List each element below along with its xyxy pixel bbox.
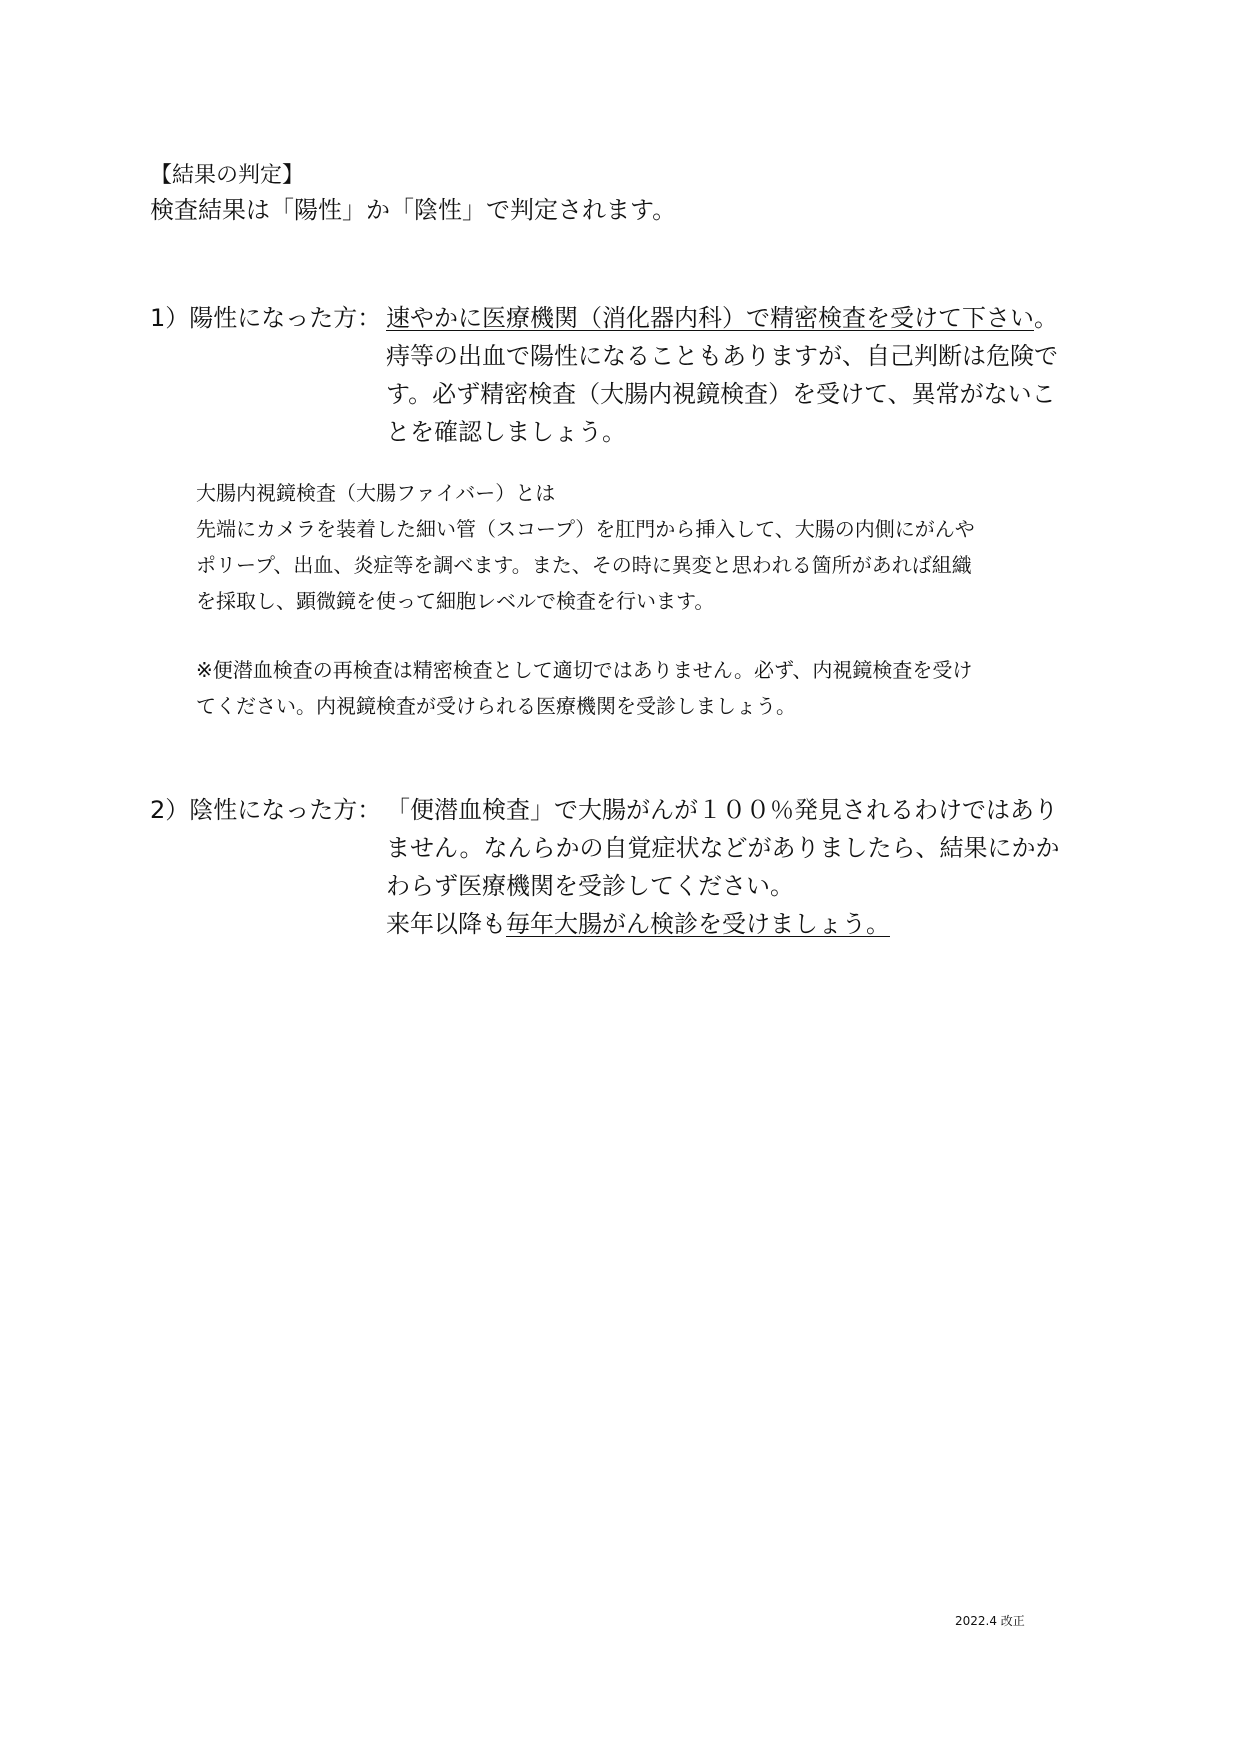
positive-lead-end: 。: [1034, 304, 1058, 332]
retest-note: [196, 652, 972, 724]
colonoscopy-line: を採取し、顕微鏡を使って細胞レベルで検査を行います。: [196, 589, 715, 613]
positive-lead-underlined: 速やかに医療機関（消化器内科）で精密検査を受けて下さい: [386, 304, 1034, 332]
negative-last-prefix: 来年以降も: [386, 910, 506, 938]
note-line: てください。内視鏡検査が受けられる医療機関を受診しましょう。: [196, 694, 796, 718]
negative-last-underlined: 毎年大腸がん検診を受けましょう。: [506, 910, 890, 938]
colonoscopy-explanation: [196, 475, 975, 619]
positive-line: す。必ず精密検査（大腸内視鏡検査）を受けて、異常がないこ: [386, 380, 1056, 408]
negative-body: [386, 791, 1240, 943]
positive-label: 1）陽性になった方：: [150, 304, 382, 332]
negative-label: 2）陰性になった方：: [150, 796, 382, 824]
revision-date: 2022.4 改正: [955, 1614, 1025, 1628]
colonoscopy-line: ポリープ、出血、炎症等を調べます。また、その時に異変と思われる箇所があれば組織: [196, 553, 972, 577]
intro-text: 検査結果は「陽性」か「陰性」で判定されます。: [150, 196, 677, 224]
positive-line: 痔等の出血で陽性になることもありますが、自己判断は危険で: [386, 342, 1058, 370]
negative-line: 「便潜血検査」で大腸がんが１００％発見されるわけではあり: [386, 796, 1058, 824]
positive-body: [386, 299, 1240, 451]
colonoscopy-line: 先端にカメラを装着した細い管（スコープ）を肛門から挿入して、大腸の内側にがんや: [196, 517, 975, 541]
positive-lead-line: [386, 299, 1240, 337]
negative-line: ません。なんらかの自覚症状などがありましたら、結果にかか: [386, 834, 1060, 862]
positive-line: とを確認しましょう。: [386, 418, 626, 446]
note-line: ※便潜血検査の再検査は精密検査として適切ではありません。必ず、内視鏡検査を受け: [196, 658, 973, 682]
section-heading: 【結果の判定】: [150, 163, 305, 188]
colonoscopy-title: 大腸内視鏡検査（大腸ファイバー）とは: [196, 481, 556, 505]
negative-last-line: [386, 905, 1240, 943]
negative-line: わらず医療機関を受診してください。: [386, 872, 794, 900]
